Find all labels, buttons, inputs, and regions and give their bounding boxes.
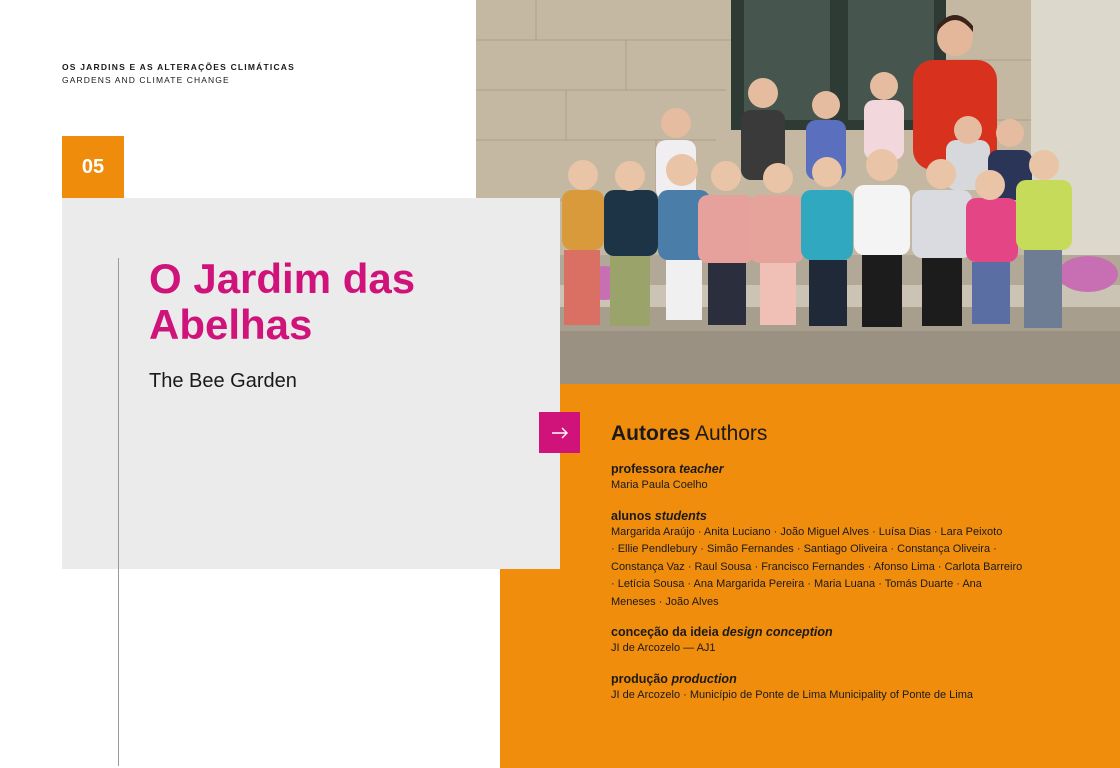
credit-design [611,624,1071,658]
credits-heading [611,421,1071,447]
group-photo [476,0,1120,384]
credit-students-label-pt: alunos [611,508,652,523]
series-subtitle: GARDENS AND CLIMATE CHANGE [62,75,230,85]
credit-production-label-pt: produção [611,671,668,686]
vertical-divider [118,258,119,766]
credit-students-line-3: Constança Vaz · Raul Sousa · Francisco Fernandes · Afonso Lima · Carlota Barreiro [611,560,1023,573]
credit-students-line-4: · Letícia Sousa · Ana Margarida Pereira · Maria Luana · Tomás Duarte · Ana [611,578,982,590]
credit-students-line-1: Margarida Araújo · Anita Luciano · João Miguel Alves · Luísa Dias · Lara Peixoto [611,525,1003,538]
credit-teacher-label-pt: professora [611,462,676,476]
credit-students-label [611,508,1071,524]
credit-production-value-pt: JI de Arcozelo · Município de Ponte de Lima [611,688,827,701]
credit-production-value-en: Municipality of Ponte de Lima [829,688,973,701]
group-photo-illustration [476,0,1120,384]
credit-teacher [611,461,1071,495]
credit-design-label-en: design conception [722,625,833,639]
arrow-right-glyph [551,427,569,439]
title-box [62,198,560,569]
credit-teacher-label-en: teacher [679,462,724,476]
credits [611,421,1071,717]
credit-design-value: JI de Arcozelo — AJ1 [611,642,716,654]
series-title: OS JARDINS E AS ALTERAÇÕES CLIMÁTICAS [62,62,295,72]
credit-production-value [611,687,1071,705]
page-subtitle: The Bee Garden [149,370,297,392]
chapter-number-badge [62,136,124,198]
credit-production-label-en: production [671,671,737,686]
chapter-number: 05 [81,155,105,178]
credit-design-label-pt: conceção da ideia [611,625,719,639]
credit-production-label [611,671,1071,687]
arrow-right-icon [539,412,580,453]
credit-students-line-5: Meneses · João Alves [611,595,719,608]
credit-students [611,508,1071,612]
credit-production [611,671,1071,705]
credit-students-line-2: · Ellie Pendlebury · Simão Fernandes · Santiago Oliveira · Constança Oliveira · [611,543,997,555]
credit-students-label-en: students [654,508,707,523]
credit-design-label [611,624,1071,640]
credit-teacher-value: Maria Paula Coelho [611,479,708,491]
credits-heading-en: Authors [695,422,768,445]
credit-teacher-label [611,461,1071,477]
credits-heading-pt: Autores [611,422,691,445]
page-title: O Jardim das Abelhas [149,255,416,348]
